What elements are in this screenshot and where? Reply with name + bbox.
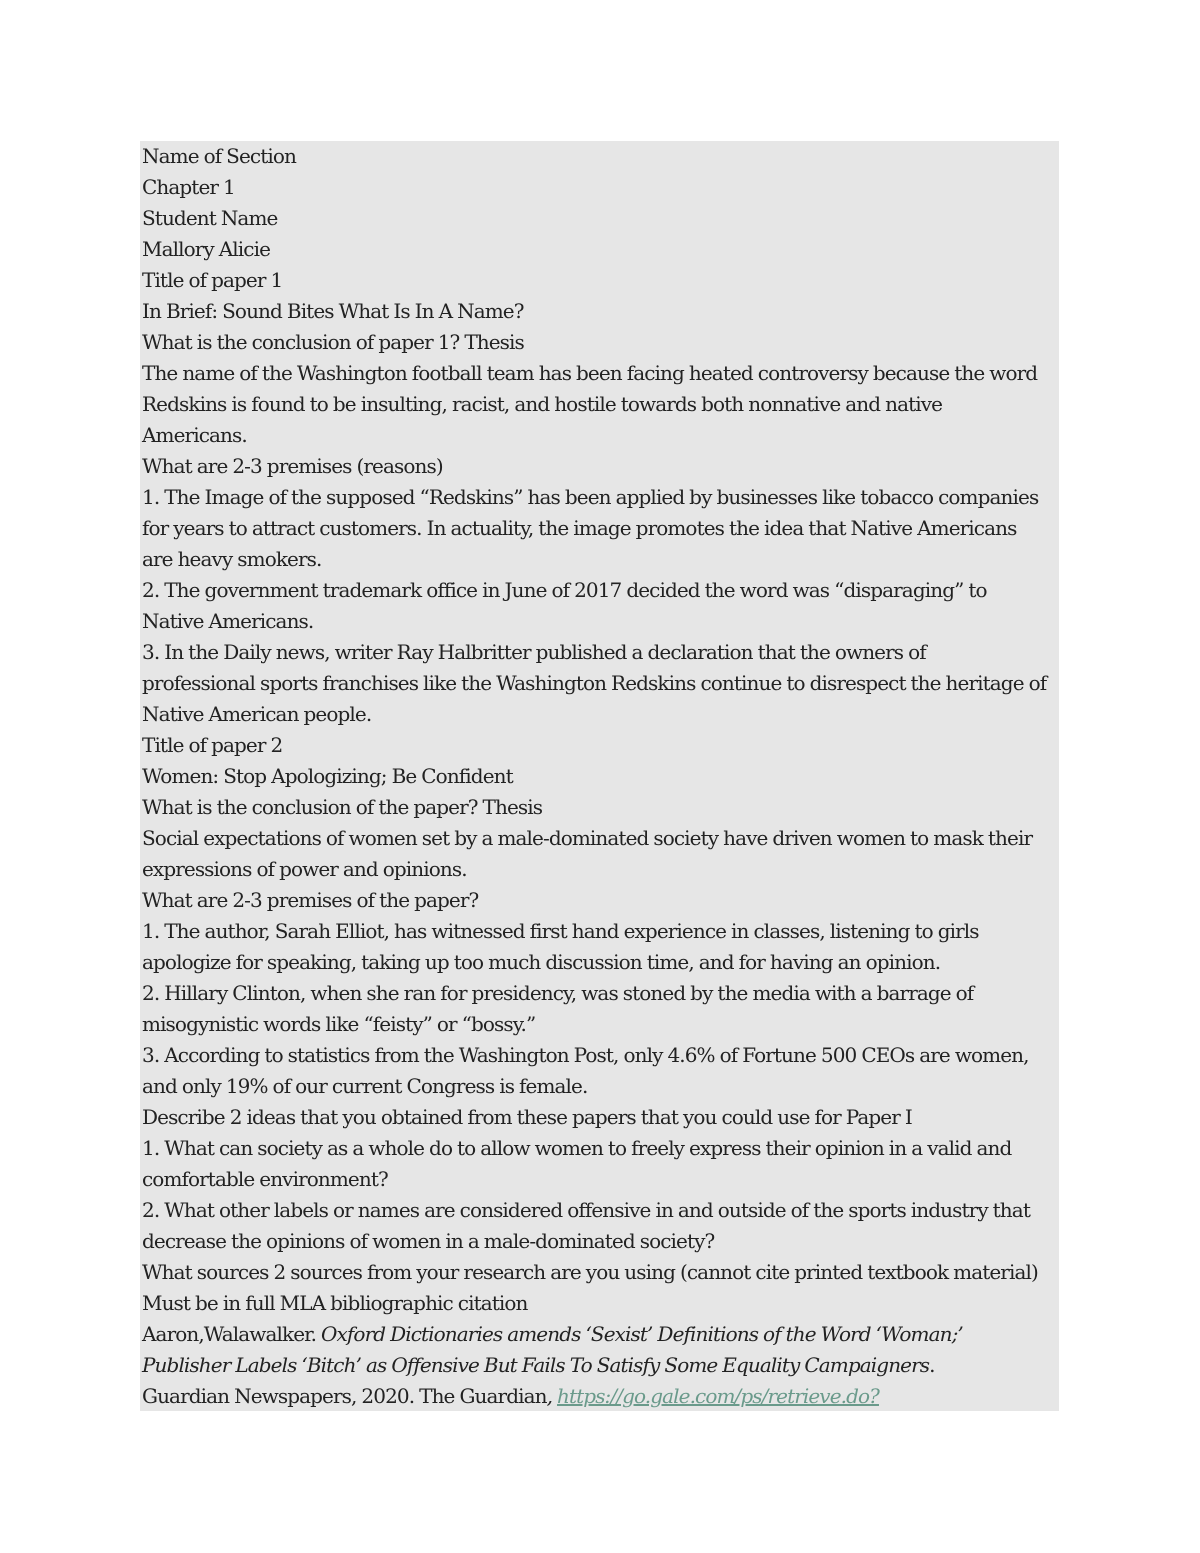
text-line: Native Americans. bbox=[142, 609, 314, 633]
text-line: Women: Stop Apologizing; Be Confident bbox=[142, 764, 513, 788]
text-line: Social expectations of women set by a male-dominated society have driven women to mask their bbox=[142, 826, 1033, 850]
citation-comma: , bbox=[546, 1384, 558, 1408]
text-line: 3. In the Daily news, writer Ray Halbritter published a declaration that the owners of bbox=[142, 640, 926, 664]
text-line: 1. What can society as a whole do to allow women to freely express their opinion in a valid and bbox=[142, 1136, 1012, 1160]
text-line: Native American people. bbox=[142, 702, 372, 726]
citation-title-part-1: Oxford Dictionaries amends ‘Sexist’ Definitions of the Word ‘Woman;’ bbox=[321, 1322, 963, 1346]
text-line: misogynistic words like “feisty” or “bossy.” bbox=[142, 1012, 536, 1036]
citation-author: Aaron,Walawalker. bbox=[142, 1322, 322, 1346]
text-line: Americans. bbox=[142, 423, 247, 447]
citation-line-3 bbox=[142, 1381, 1059, 1412]
text-line: The name of the Washington football team has been facing heated controversy because the word bbox=[142, 361, 1038, 385]
text-line: What are 2-3 premises of the paper? bbox=[142, 888, 479, 912]
text-line: Describe 2 ideas that you obtained from these papers that you could use for Paper I bbox=[142, 1105, 912, 1129]
text-line: 2. Hillary Clinton, when she ran for presidency, was stoned by the media with a barrage of bbox=[142, 981, 974, 1005]
text-line: 2. What other labels or names are considered offensive in and outside of the sports industry that bbox=[142, 1198, 1030, 1222]
text-line: expressions of power and opinions. bbox=[142, 857, 467, 881]
citation-line-1 bbox=[142, 1319, 1059, 1350]
document-body bbox=[140, 141, 1059, 1411]
text-line: are heavy smokers. bbox=[142, 547, 322, 571]
text-line: professional sports franchises like the Washington Redskins continue to disrespect the heritage of bbox=[142, 671, 1047, 695]
citation-title-end: . bbox=[929, 1353, 935, 1377]
text-line: What sources 2 sources from your research are you using (cannot cite printed textbook material) bbox=[142, 1260, 1038, 1284]
text-line: Title of paper 1 bbox=[142, 268, 283, 292]
text-line: Name of Section bbox=[142, 144, 296, 168]
text-line: comfortable environment? bbox=[142, 1167, 388, 1191]
text-line: Must be in full MLA bibliographic citation bbox=[142, 1291, 528, 1315]
citation-url-link[interactable]: https://go.gale.com/ps/retrieve.do? bbox=[557, 1384, 879, 1408]
text-line: apologize for speaking, taking up too much discussion time, and for having an opinion. bbox=[142, 950, 941, 974]
text-line: Title of paper 2 bbox=[142, 733, 283, 757]
text-line: 1. The Image of the supposed “Redskins” has been applied by businesses like tobacco companies bbox=[142, 485, 1039, 509]
text-line: In Brief: Sound Bites What Is In A Name? bbox=[142, 299, 524, 323]
citation-publisher: Guardian Newspapers, 2020. The Guardian bbox=[142, 1384, 547, 1408]
text-line: 3. According to statistics from the Washington Post, only 4.6% of Fortune 500 CEOs are women, bbox=[142, 1043, 1029, 1067]
text-line: and only 19% of our current Congress is female. bbox=[142, 1074, 588, 1098]
text-line: for years to attract customers. In actuality, the image promotes the idea that Native Americans bbox=[142, 516, 1017, 540]
text-line: Mallory Alicie bbox=[142, 237, 271, 261]
text-line: What are 2-3 premises (reasons) bbox=[142, 454, 443, 478]
text-line: 2. The government trademark office in June of 2017 decided the word was “disparaging” to bbox=[142, 578, 987, 602]
text-line: Student Name bbox=[142, 206, 278, 230]
text-line: 1. The author, Sarah Elliot, has witnessed first hand experience in classes, listening to girls bbox=[142, 919, 979, 943]
citation-line-2 bbox=[142, 1350, 1059, 1381]
text-line: What is the conclusion of the paper? Thesis bbox=[142, 795, 543, 819]
text-line: Chapter 1 bbox=[142, 175, 235, 199]
text-line: Redskins is found to be insulting, racist, and hostile towards both nonnative and native bbox=[142, 392, 943, 416]
text-line: decrease the opinions of women in a male-dominated society? bbox=[142, 1229, 715, 1253]
citation-title-part-2: Publisher Labels ‘Bitch’ as Offensive But Fails To Satisfy Some Equality Campaigners bbox=[142, 1353, 930, 1377]
text-line: What is the conclusion of paper 1? Thesis bbox=[142, 330, 524, 354]
